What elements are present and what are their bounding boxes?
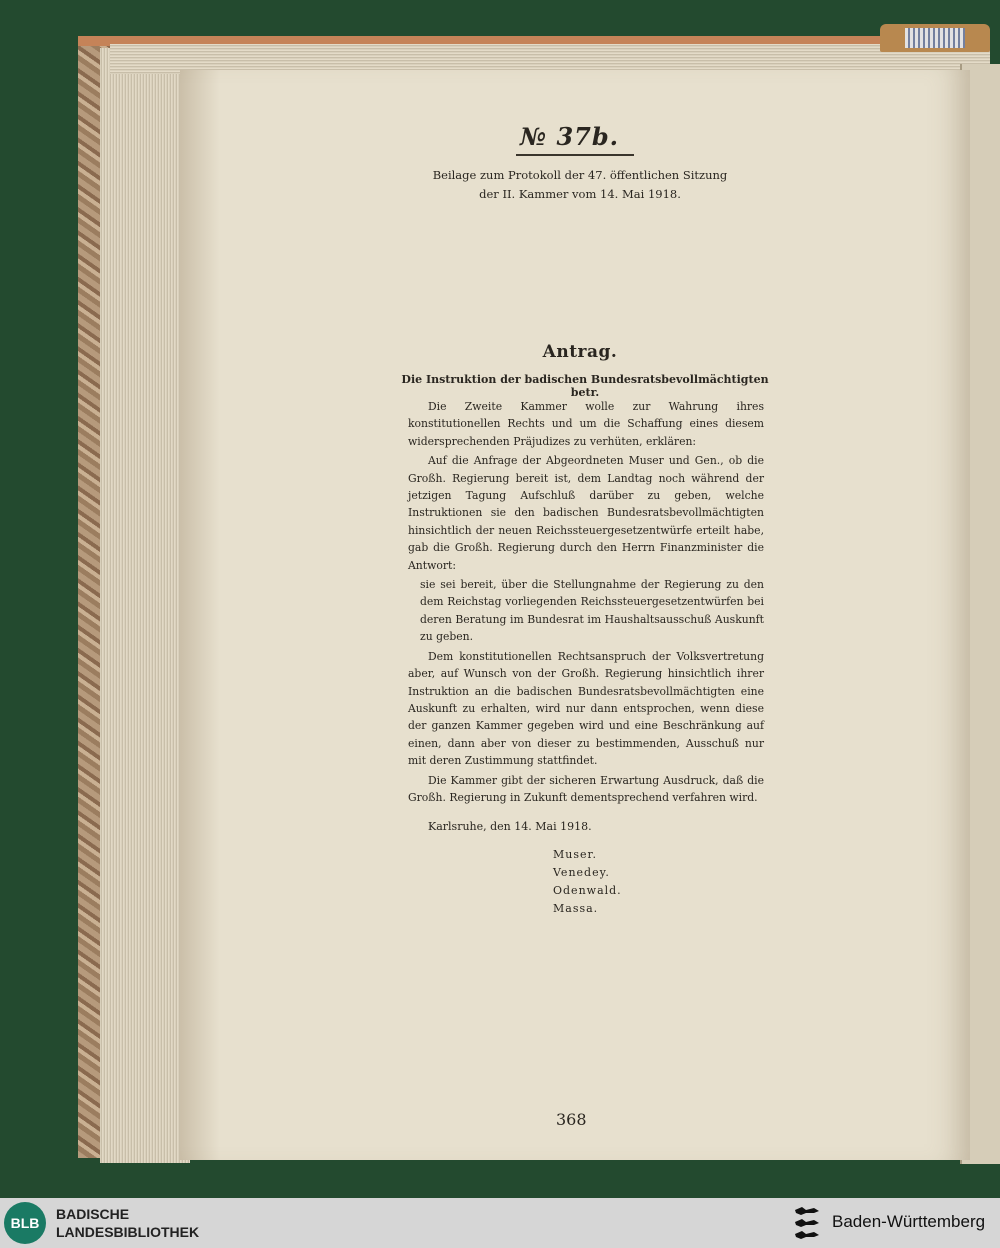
beilage-line-1: Beilage zum Protokoll der 47. öffentlichen Sitzung — [432, 168, 728, 182]
blb-name-line-1: BADISCHE — [56, 1206, 130, 1222]
page-number: 368 — [556, 1110, 587, 1129]
beilage-line-2: der II. Kammer vom 14. Mai 1918. — [479, 187, 681, 201]
document-number-rule — [516, 154, 634, 156]
signer: Muser. — [553, 848, 598, 861]
footer-bar — [0, 1198, 1000, 1248]
signer: Odenwald. — [553, 884, 622, 897]
document-subject: Die Instruktion der badischen Bundesratsbevollmächtigten betr. — [401, 373, 769, 399]
beilage-note — [420, 166, 740, 204]
document-title: Antrag. — [542, 342, 618, 362]
paragraph: Auf die Anfrage der Abgeordneten Muser und Gen., ob die Großh. Regierung bereit ist, dem Landtag noch während der jetzigen Tagung Aufschluß darüber zu geben, welche Instruktionen sie den badischen Bundesratsbevollmächtigten hinsichtlich der neuen Reichssteuergesetzentwürfe erteilt habe, gab die Großh. Regierung durch den Herrn Finanzminister die Antwort: — [408, 454, 764, 572]
bw-name[interactable]: Baden-Württemberg — [832, 1212, 986, 1231]
blb-name-line-2: LANDESBIBLIOTHEK — [56, 1224, 200, 1240]
lions-coat-of-arms-icon — [792, 1204, 822, 1242]
blb-logo[interactable]: BLB — [4, 1202, 46, 1244]
paragraph: Die Kammer gibt der sicheren Erwartung Ausdruck, daß die Großh. Regierung in Zukunft dementsprechend verfahren wird. — [408, 773, 764, 804]
document-number: № 37b. — [520, 122, 619, 151]
paragraph: Die Zweite Kammer wolle zur Wahrung ihres konstitutionellen Rechts und um die Schaffung eines diesem widersprechenden Präjudizes zu verhüten, erklären: — [408, 400, 764, 448]
paragraph-quote: sie sei bereit, über die Stellungnahme der Regierung zu den dem Reichstag vorliegenden Reichssteuergesetzentwürfen bei deren Beratung im Bundesrat im Haushaltsausschuß Auskunft zu geben. — [420, 578, 764, 644]
signer: Massa. — [553, 902, 599, 915]
document-body — [408, 398, 764, 808]
page-edges — [100, 48, 190, 1163]
spine-shadow — [180, 70, 220, 1160]
signer: Venedey. — [553, 866, 610, 879]
blb-name[interactable] — [56, 1205, 199, 1241]
paragraph: Dem konstitutionellen Rechtsanspruch der Volksvertretung aber, auf Wunsch von der Großh. Regierung hinsichtlich ihrer Instruktion an die badischen Bundesratsbevollmächtigten eine Auskunft zu erhalten, wird nur dann entsprochen, wenn diese der ganzen Kammer gegeben wird und eine Beschränkung auf einen, dann aber von dieser zu bestimmenden, Ausschuß nur mit deren Zustimmung stattfindet. — [408, 649, 764, 768]
place-date: Karlsruhe, den 14. Mai 1918. — [428, 820, 592, 833]
signers-list — [553, 846, 622, 918]
bookmark-fabric — [905, 28, 965, 48]
